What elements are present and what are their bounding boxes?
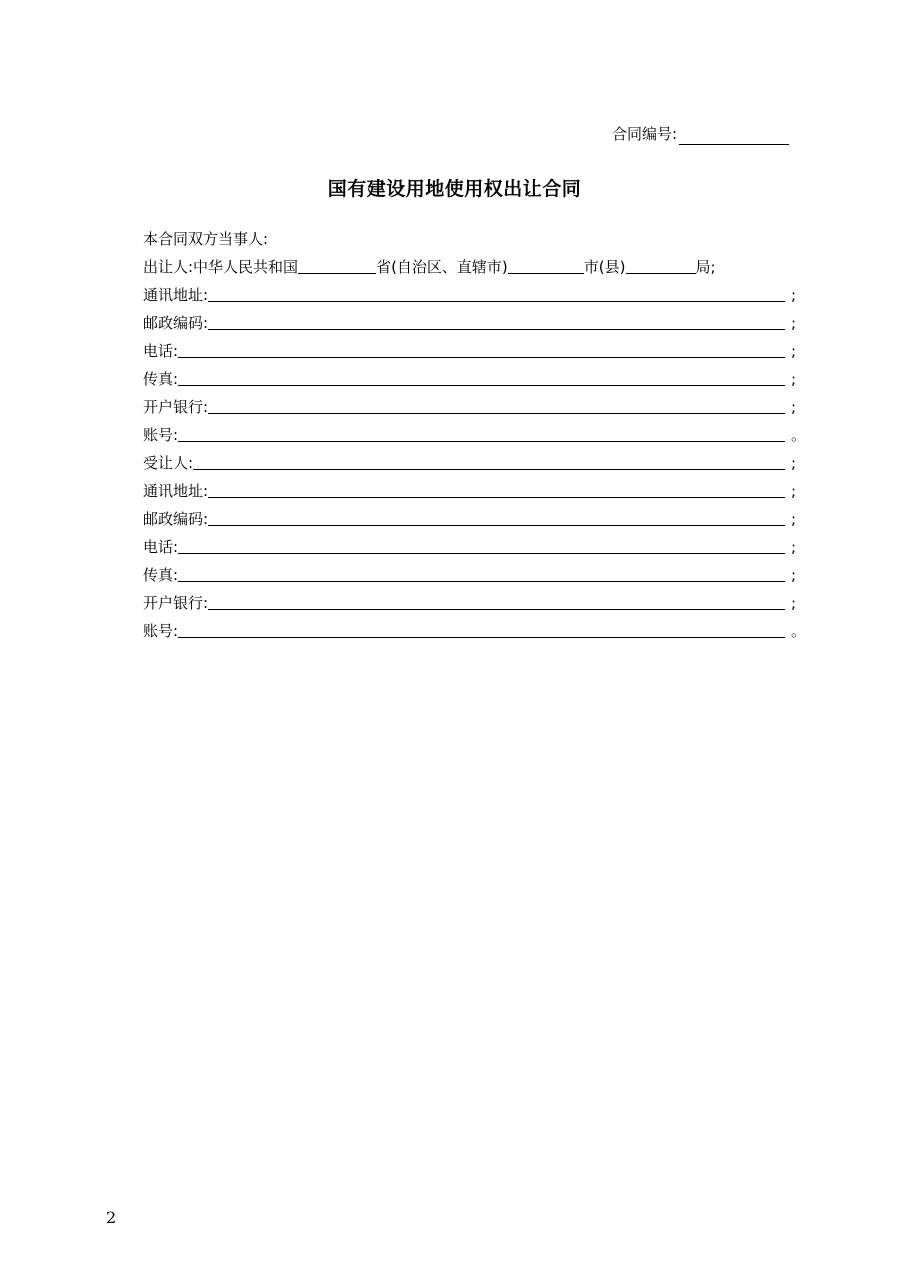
field-row [143, 537, 803, 557]
field-input[interactable] [178, 539, 785, 554]
field-label: 受让人: [143, 454, 194, 472]
field-row [143, 481, 803, 501]
field-label: 账号: [143, 622, 179, 640]
field-end: ; [791, 286, 797, 304]
field-label: 开户银行: [143, 398, 209, 416]
contract-number [612, 123, 789, 145]
field-input[interactable] [178, 623, 785, 638]
field-end: ; [791, 454, 797, 472]
field-input[interactable] [178, 371, 785, 386]
field-row [143, 341, 803, 361]
field-input[interactable] [208, 315, 785, 330]
bureau-label: 局; [695, 258, 716, 276]
province-label: 省(自治区、直辖市) [376, 258, 508, 276]
field-end: 。 [791, 622, 807, 640]
field-row [143, 285, 803, 305]
field-end: ; [791, 510, 797, 528]
field-input[interactable] [208, 511, 785, 526]
contract-number-field[interactable] [679, 126, 789, 145]
province-field[interactable] [298, 259, 376, 274]
field-end: ; [791, 566, 797, 584]
bureau-field[interactable] [626, 259, 696, 274]
contract-number-label: 合同编号: [612, 125, 678, 143]
field-row [143, 509, 803, 529]
field-label: 传真: [143, 566, 179, 584]
field-input[interactable] [178, 567, 785, 582]
field-label: 电话: [143, 342, 179, 360]
field-end: ; [791, 398, 797, 416]
field-input[interactable] [178, 427, 785, 442]
field-input[interactable] [208, 595, 785, 610]
field-label: 邮政编码: [143, 314, 209, 332]
field-end: ; [791, 594, 797, 612]
field-end: ; [791, 370, 797, 388]
field-label: 账号: [143, 426, 179, 444]
field-end: ; [791, 538, 797, 556]
field-label: 通讯地址: [143, 482, 209, 500]
field-row [143, 621, 807, 641]
field-row [143, 313, 803, 333]
transferor-prefix: 出让人:中华人民共和国 [143, 258, 299, 276]
city-label: 市(县) [583, 258, 626, 276]
field-end: ; [791, 482, 797, 500]
field-label: 开户银行: [143, 594, 209, 612]
page-number: 2 [106, 1208, 117, 1227]
field-row [143, 565, 803, 585]
field-row [143, 593, 803, 613]
field-end: ; [791, 342, 797, 360]
field-label: 邮政编码: [143, 510, 209, 528]
page-title: 国有建设用地使用权出让合同 [327, 178, 582, 200]
field-end: 。 [791, 426, 807, 444]
field-label: 电话: [143, 538, 179, 556]
field-row [143, 453, 803, 473]
field-end: ; [791, 314, 797, 332]
field-label: 通讯地址: [143, 286, 209, 304]
city-field[interactable] [508, 259, 584, 274]
field-input[interactable] [208, 399, 785, 414]
field-row [143, 425, 807, 445]
field-row [143, 397, 803, 417]
field-input[interactable] [208, 287, 785, 302]
parties-intro: 本合同双方当事人: [143, 230, 269, 248]
field-label: 传真: [143, 370, 179, 388]
field-input[interactable] [178, 343, 785, 358]
field-row [143, 369, 803, 389]
field-input[interactable] [208, 483, 785, 498]
field-input[interactable] [193, 455, 785, 470]
transferor-line [143, 257, 716, 277]
